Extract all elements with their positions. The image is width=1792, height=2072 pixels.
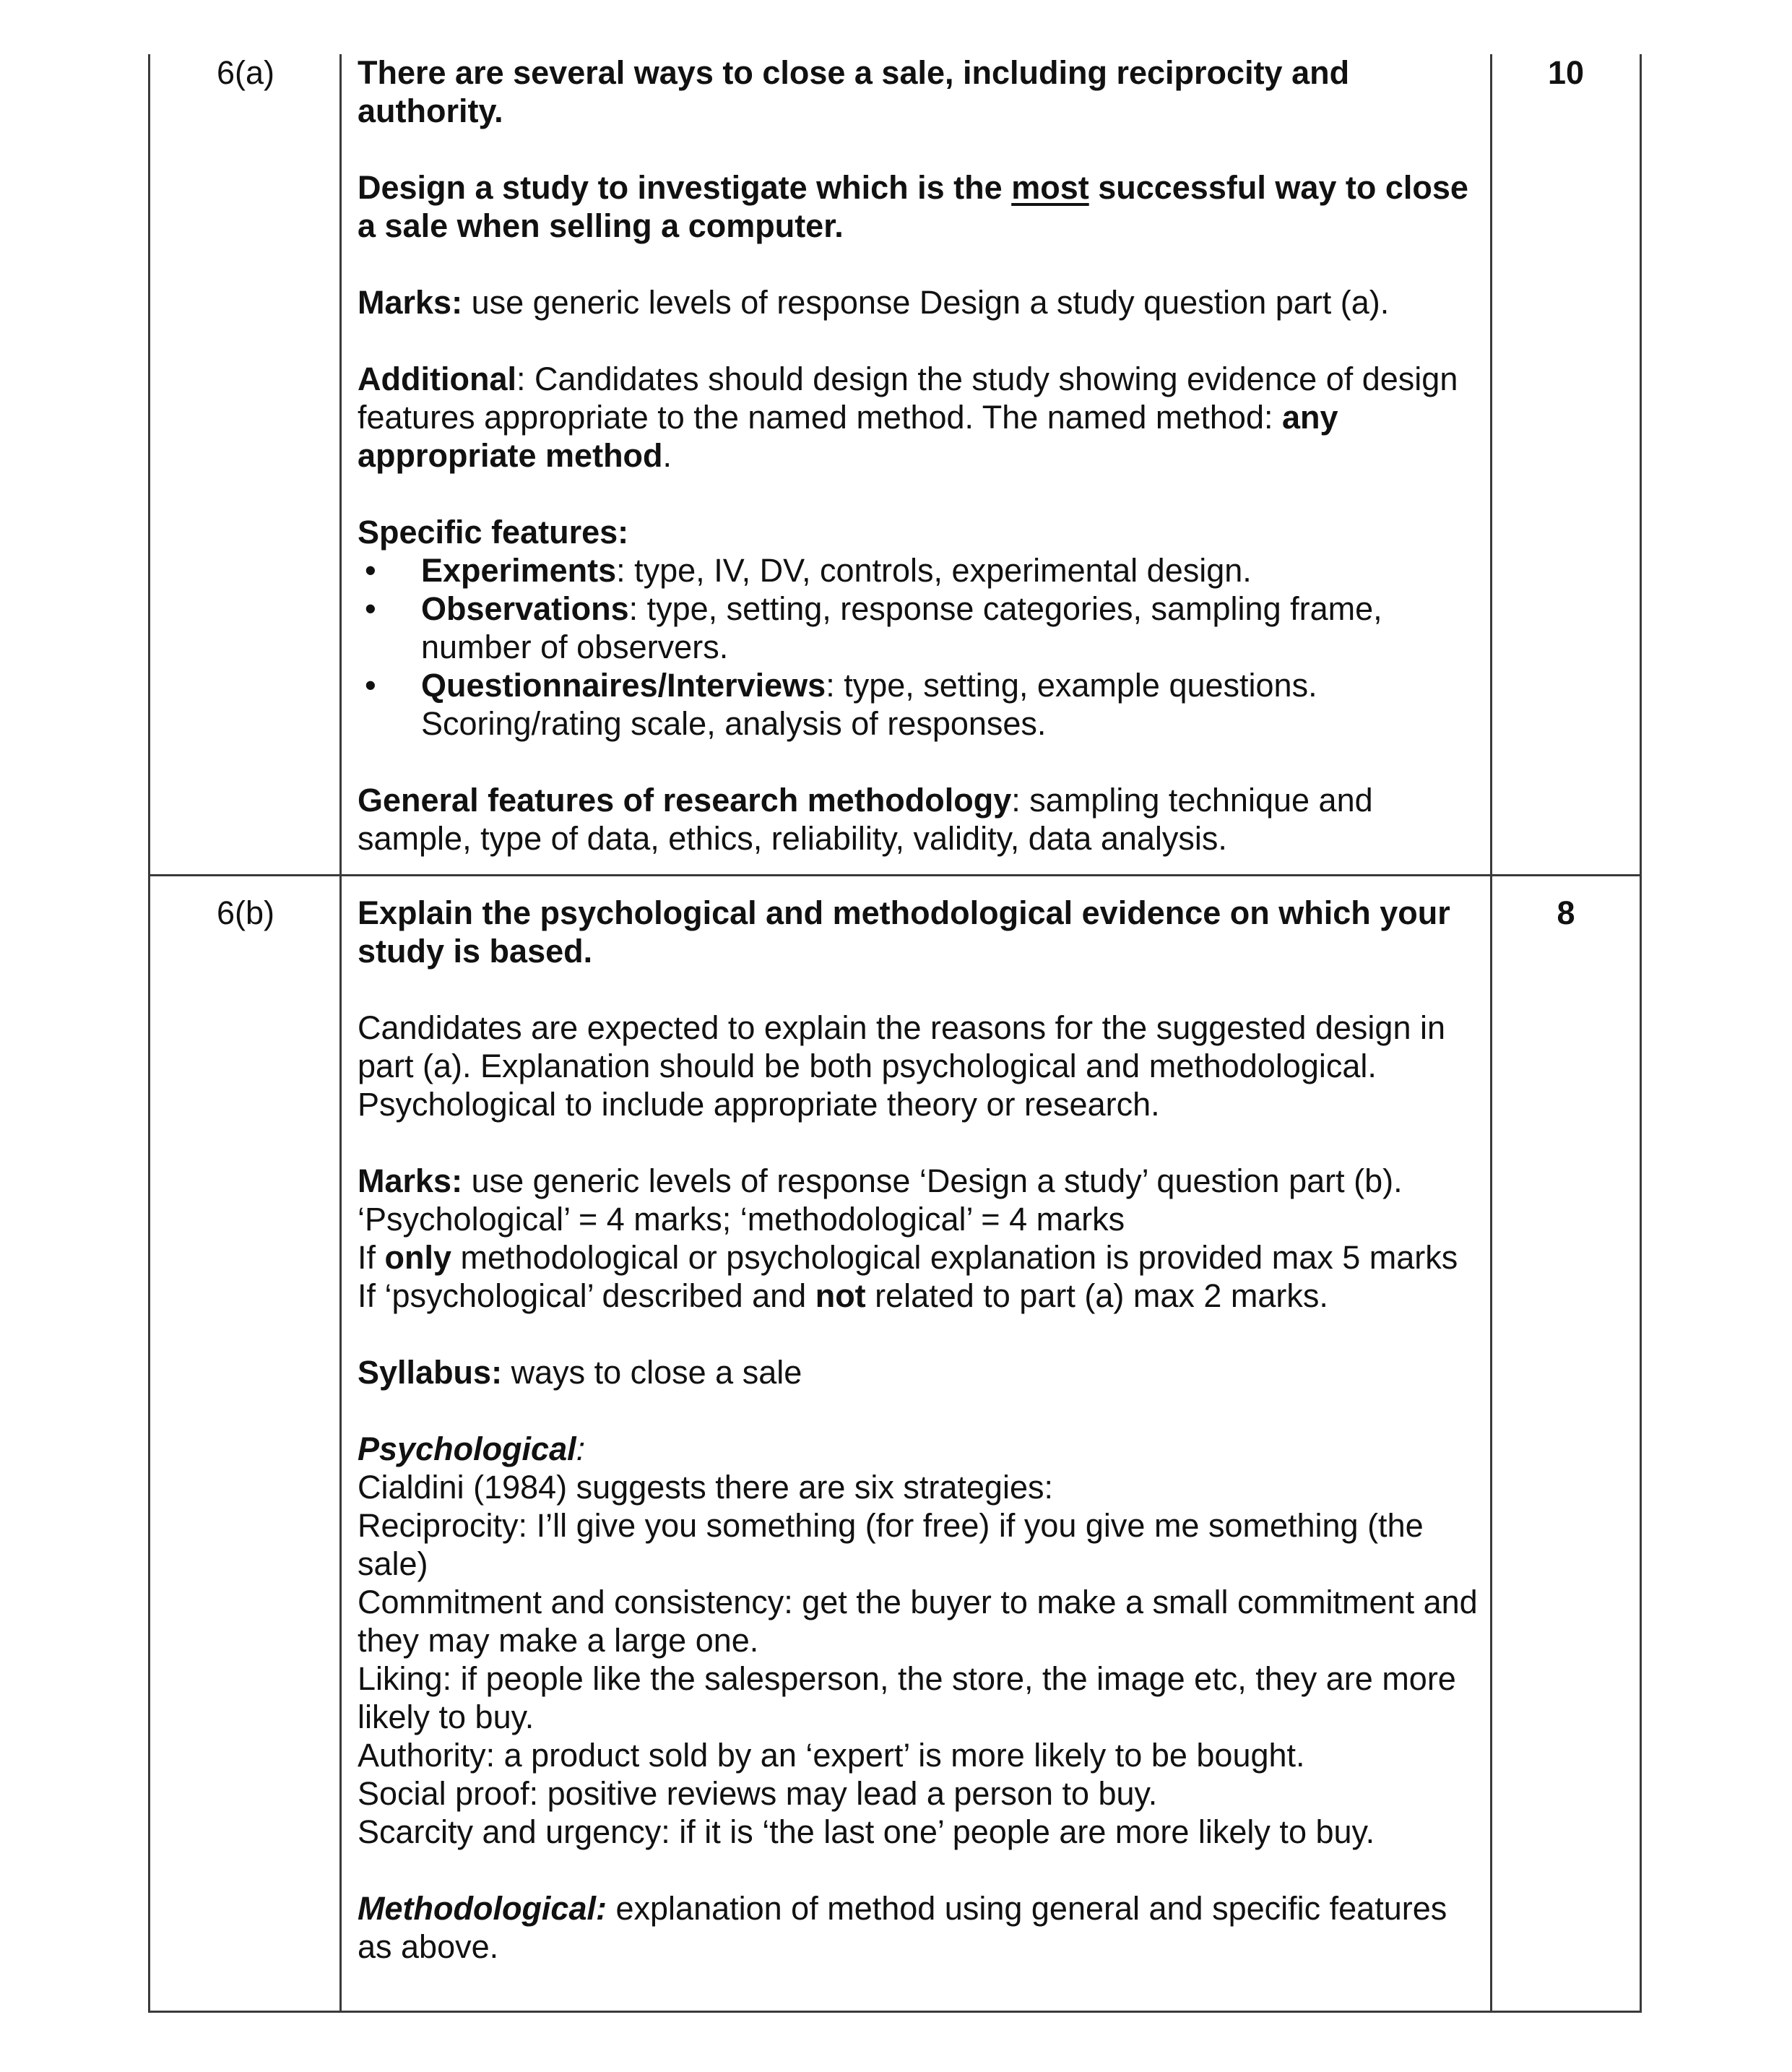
list-item: • Observations: type, setting, response categories, sampling frame, number of observers. bbox=[365, 590, 1382, 665]
question-statement: There are several ways to close a sale, including reciprocity and authority. bbox=[358, 54, 1350, 129]
list-item: • Questionnaires/Interviews: type, setting, example questions. Scoring/rating scale, analysis of responses. bbox=[365, 667, 1317, 742]
question-statement: Explain the psychological and methodological evidence on which your study is based. bbox=[358, 894, 1450, 970]
bullet-icon: • bbox=[365, 667, 376, 704]
marks-6b: 8 bbox=[1557, 894, 1575, 931]
marks-split: ‘Psychological’ = 4 marks; ‘methodological’ = 4 marks bbox=[358, 1201, 1125, 1238]
specific-features-list bbox=[358, 551, 1484, 743]
marks-6a: 10 bbox=[1547, 54, 1585, 91]
question-number-6a: 6(a) bbox=[216, 54, 275, 91]
marks-guidance: Marks: use generic levels of response Design a study question part (a). bbox=[358, 284, 1390, 321]
strategy-authority: Authority: a product sold by an ‘expert’ is more likely to be bought. bbox=[358, 1737, 1305, 1774]
answer-cell-6b bbox=[358, 894, 1484, 1966]
question-number-6b: 6(b) bbox=[216, 894, 275, 931]
row-divider bbox=[148, 874, 1642, 876]
bullet-icon: • bbox=[365, 590, 376, 627]
only-rule: If only methodological or psychological explanation is provided max 5 marks bbox=[358, 1239, 1458, 1276]
table-left-border bbox=[148, 54, 150, 2012]
additional-guidance: Additional: Candidates should design the study showing evidence of design features appropriate to the named method. The named method: any appropriate method. bbox=[358, 361, 1458, 474]
methodological-guidance: Methodological: explanation of method using general and specific features as above. bbox=[358, 1890, 1447, 1965]
table-right-border bbox=[1640, 54, 1642, 2012]
emphasis-most: most bbox=[1011, 169, 1089, 206]
syllabus-line: Syllabus: ways to close a sale bbox=[358, 1354, 802, 1391]
answer-cell-6a bbox=[358, 53, 1484, 858]
cialdini-intro: Cialdini (1984) suggests there are six strategies: bbox=[358, 1469, 1053, 1506]
column-divider-question bbox=[339, 54, 342, 2012]
list-item: • Experiments: type, IV, DV, controls, experimental design. bbox=[365, 552, 1252, 589]
psychological-heading: Psychological: bbox=[358, 1430, 586, 1467]
strategy-liking: Liking: if people like the salesperson, the store, the image etc, they are more likely to buy. bbox=[358, 1660, 1456, 1735]
strategy-social-proof: Social proof: positive reviews may lead a person to buy. bbox=[358, 1775, 1158, 1812]
general-features: General features of research methodology: sampling technique and sample, type of data, ethics, reliability, validity, data analysis. bbox=[358, 782, 1373, 857]
candidates-expectation: Candidates are expected to explain the reasons for the suggested design in part (a). Explanation should be both psychological and methodological. Psychological to include appropriate theory or research. bbox=[358, 1009, 1446, 1123]
not-related-rule: If ‘psychological’ described and not related to part (a) max 2 marks. bbox=[358, 1277, 1328, 1314]
column-divider-marks bbox=[1490, 54, 1492, 2012]
strategy-scarcity: Scarcity and urgency: if it is ‘the last one’ people are more likely to buy. bbox=[358, 1813, 1375, 1850]
marks-guidance: Marks: use generic levels of response ‘Design a study’ question part (b). bbox=[358, 1162, 1403, 1199]
table-bottom-border bbox=[148, 2011, 1642, 2013]
strategy-reciprocity: Reciprocity: I’ll give you something (for free) if you give me something (the sale) bbox=[358, 1507, 1424, 1582]
strategy-commitment: Commitment and consistency: get the buyer to make a small commitment and they may make a large one. bbox=[358, 1584, 1478, 1659]
design-task: Design a study to investigate which is the most successful way to close a sale when selling a computer. bbox=[358, 169, 1468, 244]
bullet-icon: • bbox=[365, 552, 376, 589]
specific-features-heading: Specific features: bbox=[358, 514, 629, 551]
